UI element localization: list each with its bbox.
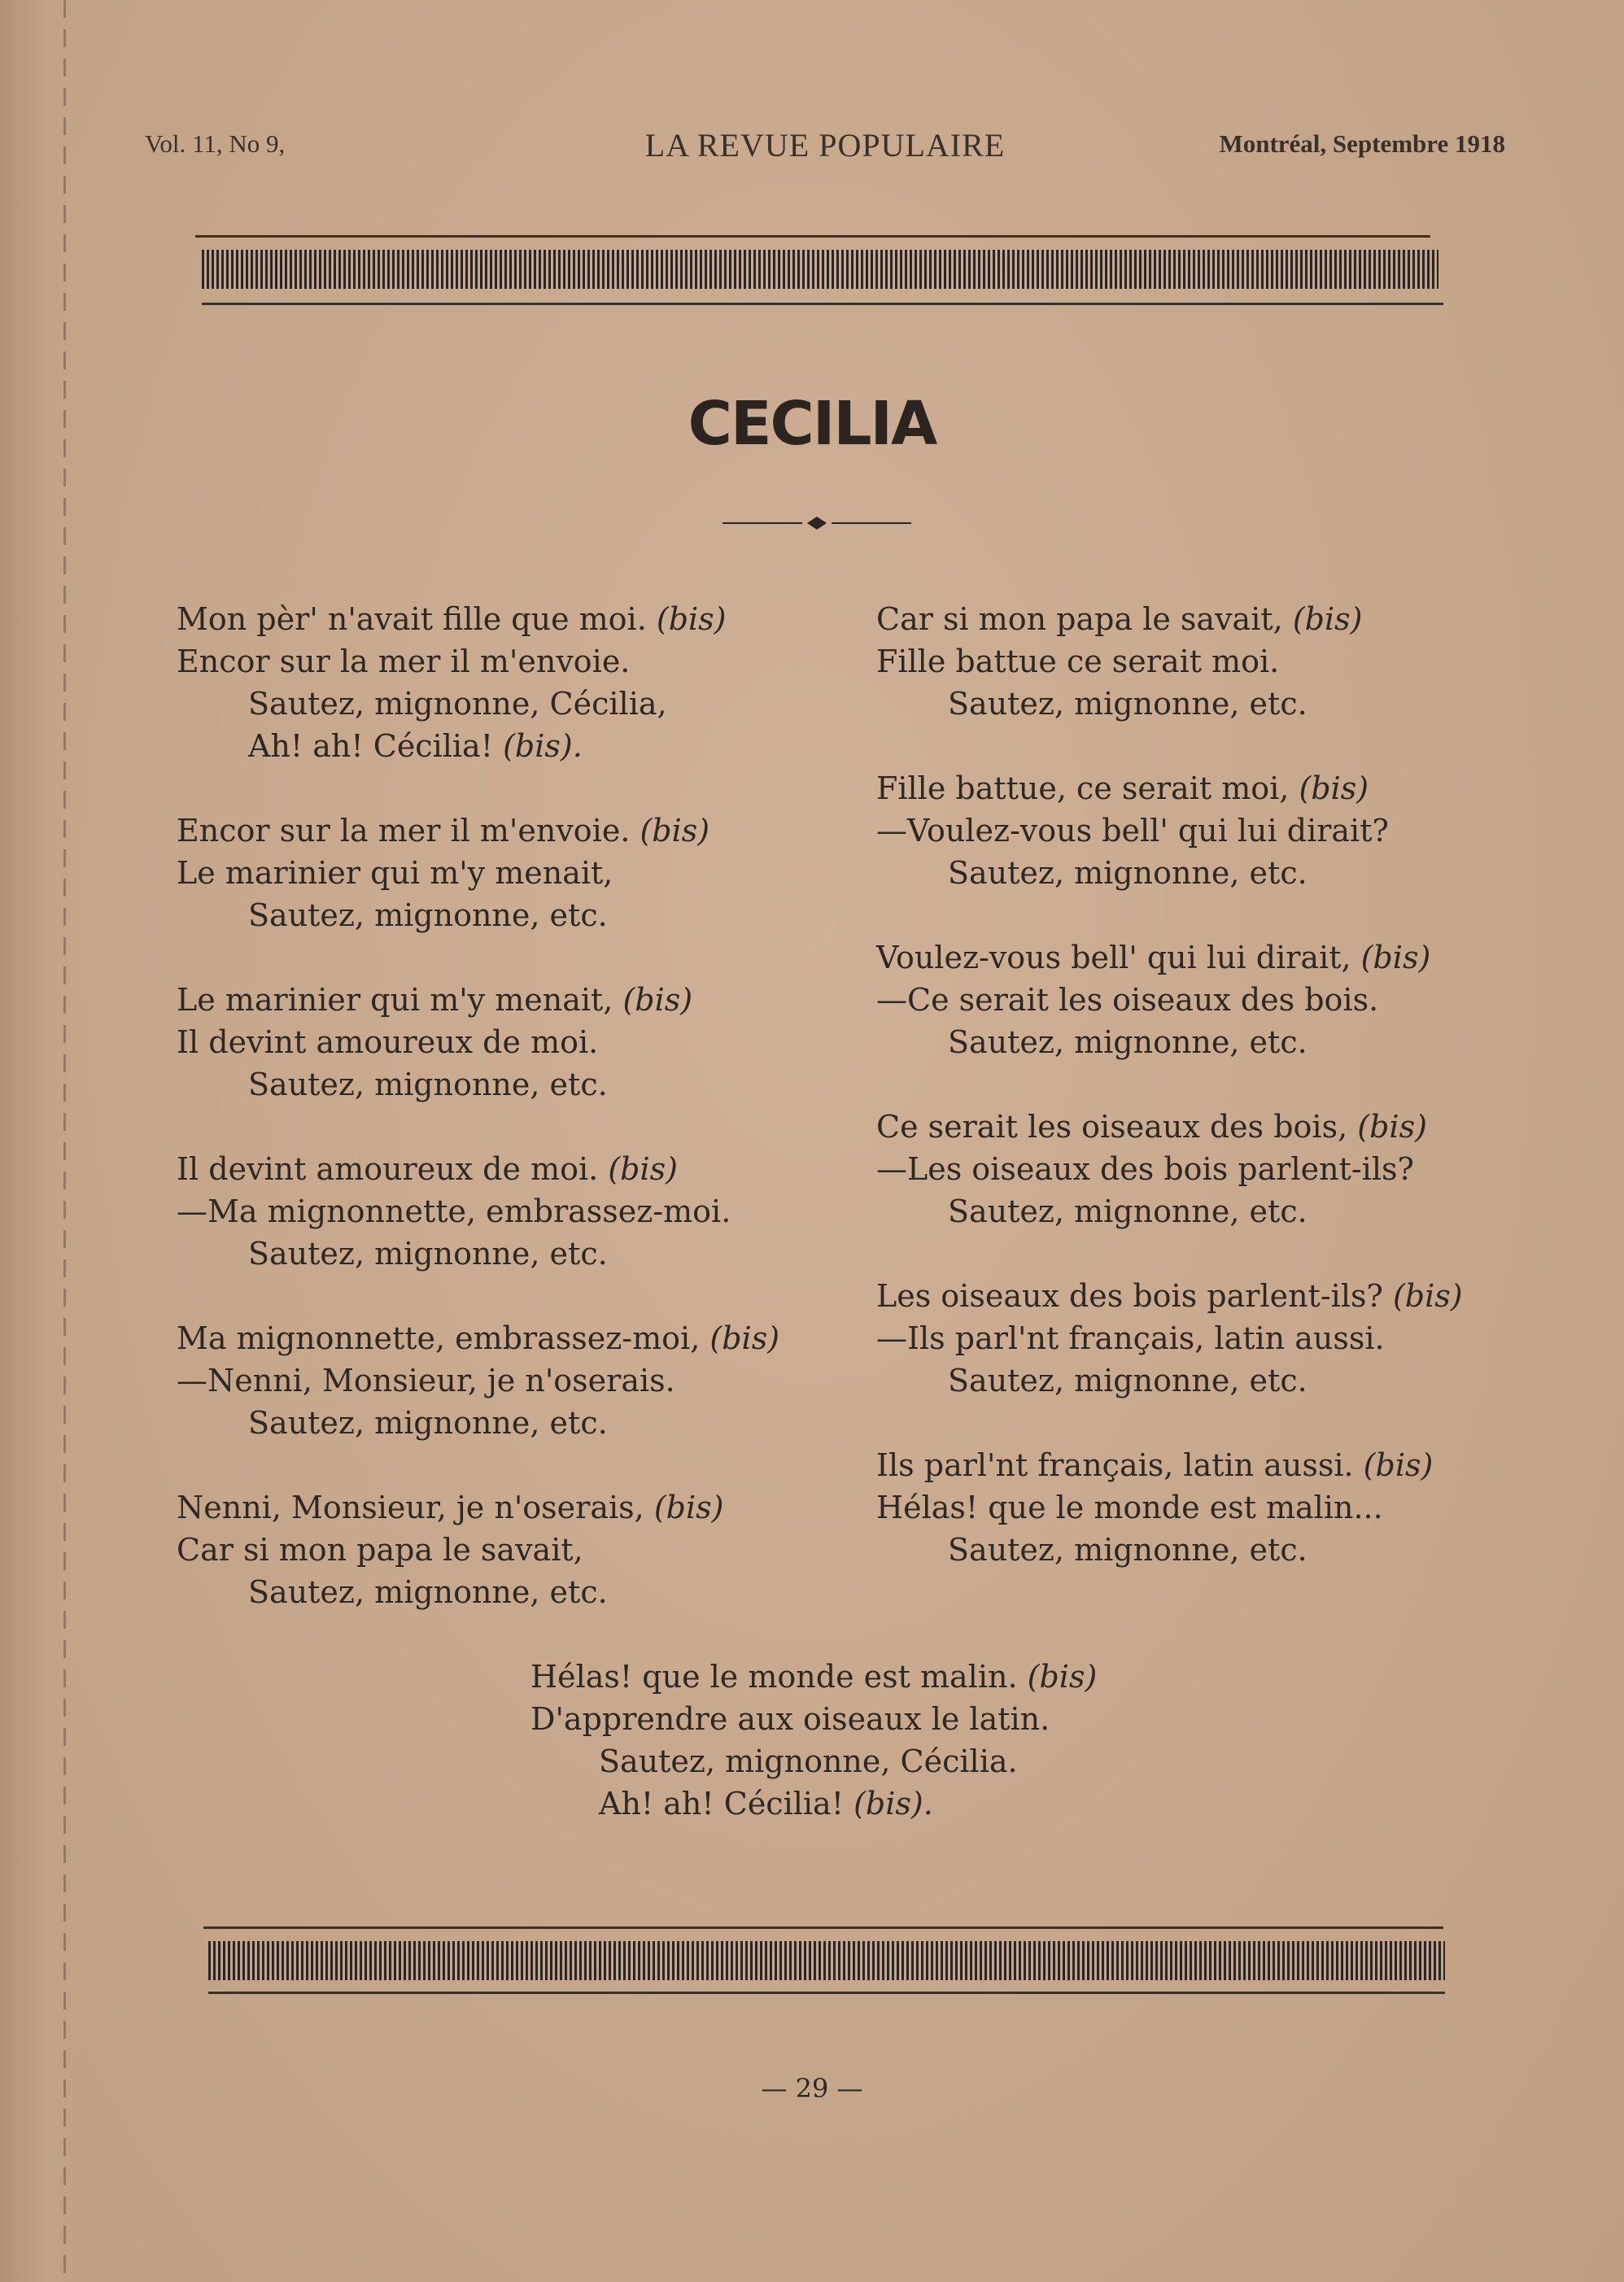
verse-line xyxy=(177,1063,795,1106)
verse-line xyxy=(876,1444,1495,1486)
stanza xyxy=(177,979,795,1106)
verse-line xyxy=(177,1148,795,1190)
verse-text: —Ma mignonnette, embrassez-moi. xyxy=(177,1193,731,1229)
bis-marker: (bis) xyxy=(656,601,727,637)
verse-line xyxy=(177,809,795,852)
verse-line xyxy=(177,1486,795,1529)
verse-text: Encor sur la mer il m'envoie. xyxy=(177,813,631,849)
verse-text: Car si mon papa le savait, xyxy=(876,601,1283,637)
verse-line xyxy=(876,1275,1495,1317)
verse-text: Le marinier qui m'y menait, xyxy=(177,855,613,891)
verse-line xyxy=(876,1021,1495,1063)
verse-text: —Ce serait les oiseaux des bois. xyxy=(876,982,1379,1018)
verse-text: Car si mon papa le savait, xyxy=(177,1532,583,1568)
verse-line xyxy=(177,1021,795,1063)
verse-text: —Ils parl'nt français, latin aussi. xyxy=(876,1320,1385,1356)
bis-marker: (bis) xyxy=(1360,940,1431,975)
stanza xyxy=(177,1486,795,1613)
verse-line xyxy=(876,1359,1495,1402)
verse-text: —Nenni, Monsieur, je n'oserais. xyxy=(177,1363,675,1398)
verse-line xyxy=(530,1656,1097,1698)
verse-text: Sautez, mignonne, Cécilia. xyxy=(599,1743,1018,1779)
final-stanza xyxy=(530,1656,1097,1825)
issue-date: Montréal, Septembre 1918 xyxy=(1219,129,1505,158)
bis-marker: (bis) xyxy=(1292,601,1363,637)
verse-text: D'apprendre aux oiseaux le latin. xyxy=(530,1701,1050,1737)
bis-marker: (bis) xyxy=(1363,1447,1434,1483)
bottom-rule-lower xyxy=(208,1992,1445,1994)
verse-text: Encor sur la mer il m'envoie. xyxy=(177,644,631,679)
verse-line xyxy=(876,979,1495,1021)
page-number: — 29 — xyxy=(761,2073,863,2104)
verse-line xyxy=(177,1529,795,1571)
verse-line xyxy=(177,1317,795,1359)
verse-text: Mon pèr' n'avait fille que moi. xyxy=(177,601,647,637)
bis-marker: (bis) xyxy=(608,1151,678,1187)
stanza xyxy=(876,598,1495,725)
verse-line xyxy=(177,1402,795,1444)
stanza xyxy=(876,1444,1495,1571)
verse-line xyxy=(177,725,795,767)
stanza xyxy=(876,1275,1495,1402)
verse-line xyxy=(876,1529,1495,1571)
verse-text: —Voulez-vous bell' qui lui dirait? xyxy=(876,813,1389,849)
verse-line xyxy=(876,809,1495,852)
verse-line xyxy=(177,1190,795,1233)
bis-marker: (bis) xyxy=(653,1490,724,1525)
verse-text: Sautez, mignonne, etc. xyxy=(948,1363,1307,1398)
verse-text: Sautez, mignonne, etc. xyxy=(948,686,1307,722)
stanza xyxy=(177,1148,795,1275)
top-hatched-band xyxy=(202,250,1438,289)
verse-text: Hélas! que le monde est malin. xyxy=(530,1659,1018,1695)
verse-line xyxy=(177,1233,795,1275)
verse-line xyxy=(876,1148,1495,1190)
bis-marker: (bis) xyxy=(622,982,693,1018)
verse-text: Sautez, mignonne, etc. xyxy=(948,1532,1307,1568)
bis-marker: (bis) xyxy=(709,1320,780,1356)
bottom-rule-upper xyxy=(203,1926,1443,1929)
verse-line xyxy=(876,1317,1495,1359)
bis-marker: (bis) xyxy=(1027,1659,1098,1695)
verse-text: —Les oiseaux des bois parlent-ils? xyxy=(876,1151,1414,1187)
verse-line xyxy=(177,640,795,683)
stanza xyxy=(177,598,795,767)
verse-text: Fille battue, ce serait moi, xyxy=(876,770,1290,806)
verse-text: Sautez, mignonne, etc. xyxy=(948,1193,1307,1229)
verse-text: Ma mignonnette, embrassez-moi, xyxy=(177,1320,701,1356)
verse-line xyxy=(530,1782,1097,1825)
verse-line xyxy=(177,852,795,894)
verse-text: Fille battue ce serait moi. xyxy=(876,644,1280,679)
verse-line xyxy=(876,767,1495,809)
stanza xyxy=(177,1317,795,1444)
verse-line xyxy=(876,1190,1495,1233)
verse-line xyxy=(876,640,1495,683)
verse-line xyxy=(177,683,795,725)
verse-text: Sautez, mignonne, etc. xyxy=(948,855,1307,891)
verse-text: Sautez, mignonne, etc. xyxy=(248,1574,608,1610)
verse-line xyxy=(876,852,1495,894)
verse-text: Il devint amoureux de moi. xyxy=(177,1151,599,1187)
verse-text: Le marinier qui m'y menait, xyxy=(177,982,613,1018)
verse-text: Hélas! que le monde est malin... xyxy=(876,1490,1383,1525)
verse-line xyxy=(876,1106,1495,1148)
verse-text: Ce serait les oiseaux des bois, xyxy=(876,1109,1348,1145)
stanza xyxy=(876,1106,1495,1233)
top-rule-upper xyxy=(195,235,1430,238)
verse-text: Sautez, mignonne, etc. xyxy=(248,1405,608,1441)
verse-text: Sautez, mignonne, Cécilia, xyxy=(248,686,667,722)
bis-marker: (bis) xyxy=(640,813,710,849)
verse-text: Nenni, Monsieur, je n'oserais, xyxy=(177,1490,644,1525)
verse-line xyxy=(876,683,1495,725)
verse-line xyxy=(876,1486,1495,1529)
bis-marker: (bis) xyxy=(1357,1109,1427,1145)
left-column xyxy=(177,598,795,1656)
verse-text: Ah! ah! Cécilia! xyxy=(248,728,493,764)
verse-line xyxy=(876,936,1495,979)
bis-marker: (bis) xyxy=(1299,770,1369,806)
verse-line xyxy=(177,598,795,640)
stanza xyxy=(876,767,1495,894)
verse-text: Voulez-vous bell' qui lui dirait, xyxy=(876,940,1351,975)
magazine-title: LA REVUE POPULAIRE xyxy=(644,127,1006,164)
verse-line xyxy=(177,1359,795,1402)
binding-edge xyxy=(0,0,77,2282)
verse-line xyxy=(177,1571,795,1613)
bis-marker: (bis). xyxy=(503,728,583,764)
page-header xyxy=(145,126,1505,167)
bis-marker: (bis) xyxy=(1392,1278,1463,1314)
verse-line xyxy=(177,894,795,936)
verse-text: Sautez, mignonne, etc. xyxy=(248,1236,608,1272)
verse-text: Sautez, mignonne, etc. xyxy=(248,1067,608,1102)
stanza xyxy=(876,936,1495,1063)
verse-line xyxy=(177,979,795,1021)
verse-line xyxy=(876,598,1495,640)
stanza xyxy=(177,809,795,936)
song-title: CECILIA xyxy=(688,389,936,459)
verse-text: Ah! ah! Cécilia! xyxy=(599,1786,844,1822)
verse-line xyxy=(530,1698,1097,1740)
verse-text: Ils parl'nt français, latin aussi. xyxy=(876,1447,1354,1483)
verse-line xyxy=(530,1740,1097,1782)
bottom-hatched-band xyxy=(208,1941,1445,1980)
right-column xyxy=(876,598,1495,1613)
verse-text: Sautez, mignonne, etc. xyxy=(948,1024,1307,1060)
verse-text: Sautez, mignonne, etc. xyxy=(248,897,608,933)
top-rule-lower xyxy=(202,303,1443,305)
diamond-ornament-icon xyxy=(723,511,911,535)
verse-text: Il devint amoureux de moi. xyxy=(177,1024,599,1060)
volume-number: Vol. 11, No 9, xyxy=(145,129,286,158)
bis-marker: (bis). xyxy=(853,1786,933,1822)
verse-text: Les oiseaux des bois parlent-ils? xyxy=(876,1278,1383,1314)
